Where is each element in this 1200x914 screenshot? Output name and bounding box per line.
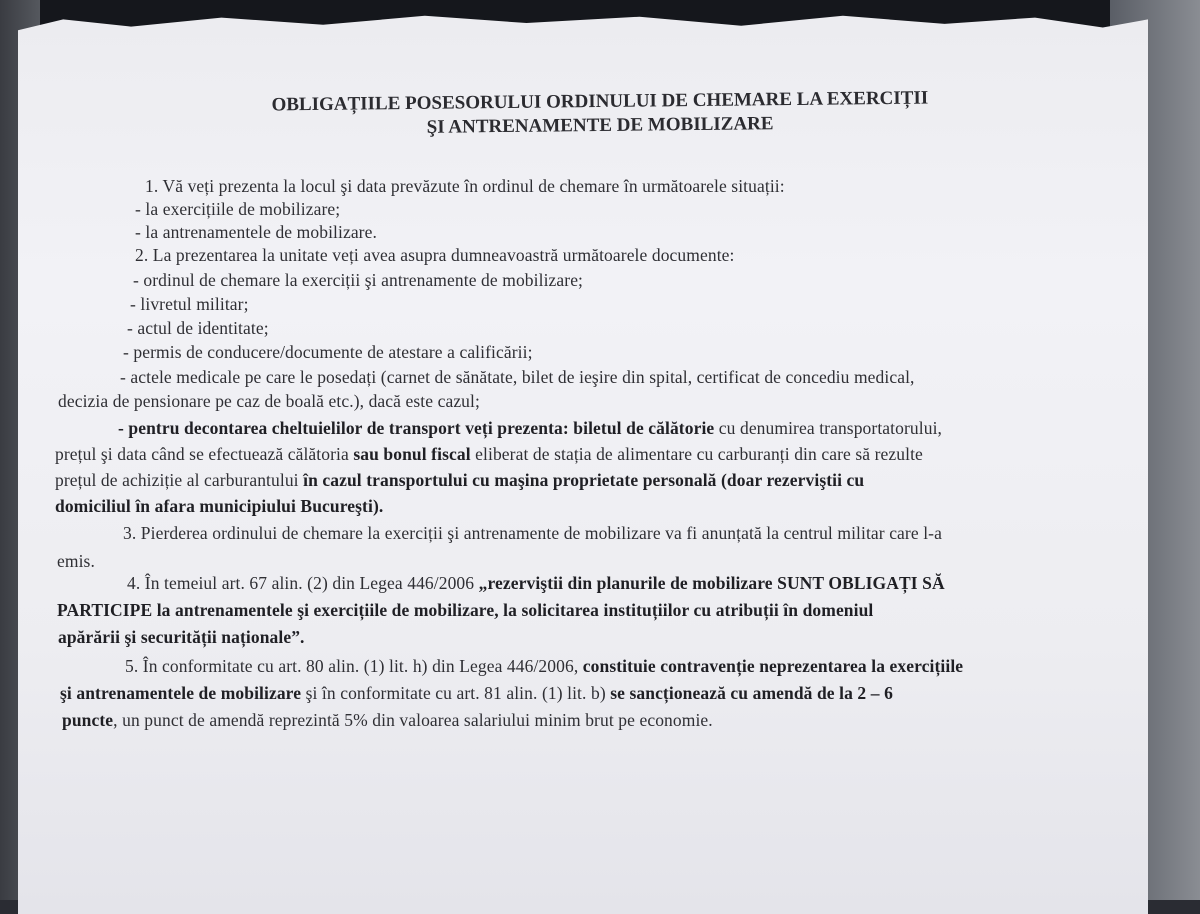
transport-docs-text: cu denumirea transportatorului, [714,418,943,438]
paragraph-2-item-6-line-1 [118,418,942,439]
domicile-bold: domiciliul în afara municipiului Bucureşti). [55,496,384,516]
paragraph-4-line-2 [57,600,873,621]
art-80-text: 5. În conformitate cu art. 80 alin. (1) lit. h) din Legea 446/2006, [125,656,583,676]
fuel-price-text: prețul de achiziție al carburantului [55,470,304,490]
art-81-text: şi în conformitate cu art. 81 alin. (1) lit. b) [301,683,611,703]
price-date-text: prețul şi data când se efectuează călătoria [55,444,354,464]
paragraph-2-item-1: - ordinul de chemare la exerciții şi antrenamente de mobilizare; [133,270,584,290]
fine-range-bold: se sancționează cu amendă de la 2 – 6 [610,683,893,703]
paragraph-2-item-2: - livretul militar; [130,294,249,314]
title-line-1: OBLIGAȚIILE POSESORULUI ORDINULUI DE CHEMARE LA EXERCIȚII [271,87,929,116]
paragraph-4-line-1 [127,573,945,594]
paragraph-2-item-5-line-2: decizia de pensionare pe caz de boală etc.), dacă este cazul; [58,391,480,411]
paragraph-2-item-5-line-1: - actele medicale pe care le posedați (carnet de sănătate, bilet de ieşire din spital, certificat de concediu medical, [120,367,915,387]
paragraph-3-line-2: emis. [57,551,95,571]
paragraph-5-line-3 [62,710,713,731]
paragraph-2-item-6-line-3 [55,470,864,491]
contravention-bold: constituie contravenție neprezentarea la exercițiile [582,656,964,676]
paragraph-2-intro: 2. La prezentarea la unitate veți avea asupra dumneavoastră următoarele documente: [135,245,735,265]
paragraph-1-intro: 1. Vă veți prezenta la locul şi data prevăzute în ordinul de chemare în următoarele situații: [145,176,785,196]
paragraph-5-line-1 [125,656,963,677]
mobilization-training-bold: şi antrenamentele de mobilizare [60,683,302,703]
paragraph-1-item-2: - la antrenamentele de mobilizare. [135,222,377,242]
document-title [190,86,1010,143]
national-security-bold: apărării şi securității naționale”. [58,627,305,647]
fine-value-text: , un punct de amendă reprezintă 5% din valoarea salariului minim brut pe economie. [113,710,713,730]
paragraph-2-item-4: - permis de conducere/documente de atestare a calificării; [123,342,533,362]
participate-bold: PARTICIPE la antrenamentele şi exercițiile de mobilizare, la solicitarea instituțiilor cu atribuții în domeniul [57,600,874,620]
transport-docs-bold: - pentru decontarea cheltuielilor de transport veți prezenta: biletul de călătorie [118,418,715,438]
paragraph-3-line-1: 3. Pierderea ordinului de chemare la exerciții şi antrenamente de mobilizare va fi anunțată la centrul militar care l-a [123,523,942,543]
title-line-2: ŞI ANTRENAMENTE DE MOBILIZARE [426,113,774,138]
paragraph-5-line-2 [60,683,893,704]
paragraph-2-item-6-line-2 [55,444,923,465]
personal-car-bold: în cazul transportului cu maşina proprietate personală (doar rezerviştii cu [303,470,865,490]
fuel-station-text: eliberat de stația de alimentare cu carburanți din care să rezulte [470,444,923,464]
paragraph-2-item-3: - actul de identitate; [127,318,269,338]
points-bold: puncte [62,710,114,730]
paragraph-1-item-1: - la exercițiile de mobilizare; [135,199,341,219]
reservists-obligation-bold: „rezerviştii din planurile de mobilizare SUNT OBLIGAȚI SĂ [478,573,945,593]
law-reference-text: 4. În temeiul art. 67 alin. (2) din Legea 446/2006 [127,573,479,593]
fiscal-receipt-bold: sau bonul fiscal [353,444,471,464]
paragraph-4-line-3 [58,627,305,648]
paragraph-2-item-6-line-4 [55,496,383,517]
